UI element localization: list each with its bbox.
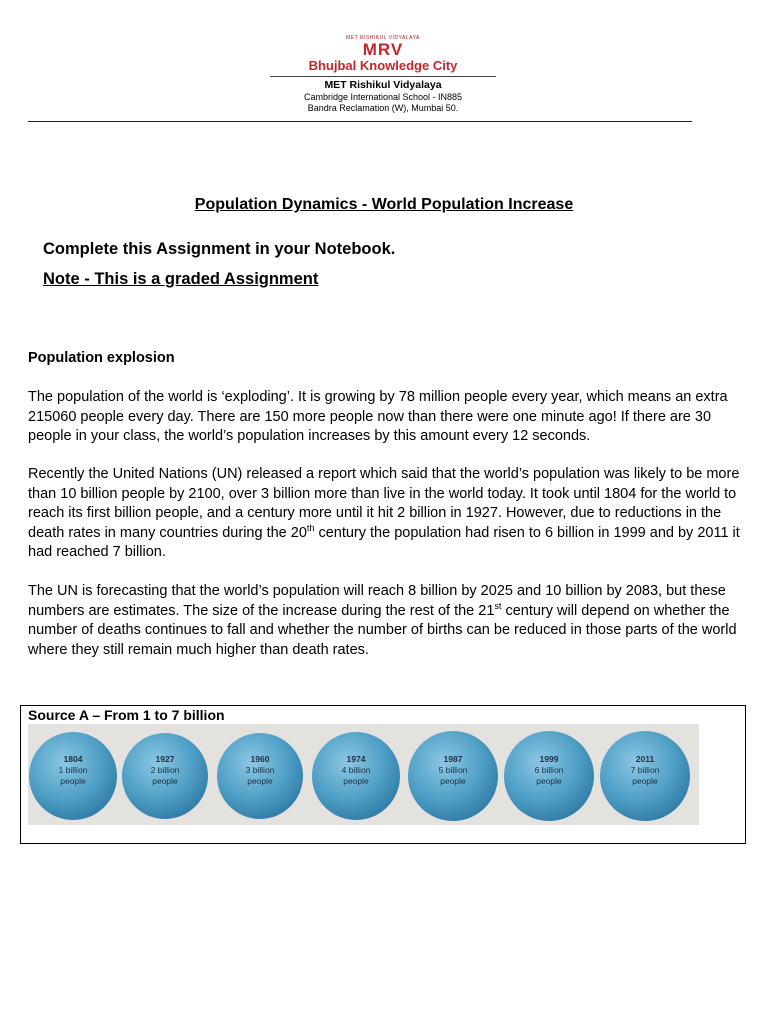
globe-population-label: 6 billion <box>534 765 564 775</box>
globe-population-label: people <box>60 776 86 786</box>
page-title: Population Dynamics - World Population Increase <box>194 196 574 213</box>
paragraph-2-superscript: th <box>306 522 315 533</box>
paragraph-1: The population of the world is ‘exploding’. It is growing by 78 million people every year, which means an extra 215060 people every day. There are 150 more people now than there were one minute ago! If there are 30 people in your class, the world’s population increases by this amount every 12 seconds. <box>28 389 728 444</box>
logo-mrv: MRV <box>362 40 404 59</box>
globe-population-label: people <box>247 776 273 786</box>
paragraph-3-superscript: st <box>494 600 502 611</box>
source-a-title: Source A – From 1 to 7 billion <box>28 707 225 723</box>
globe-population-label: people <box>343 776 369 786</box>
paragraph-3 <box>28 582 748 660</box>
section-heading: Population explosion <box>28 350 175 366</box>
header-divider <box>28 121 692 122</box>
globe-population-label: 2 billion <box>150 765 180 775</box>
paragraph-2-text-a: Recently the United Nations (UN) released a report which said that the world’s population was likely to be more than 10 billion people by 2100, over 3 billion more than live in the world today. It took until 1804 for the world to reach its first billion people, and a century more until it hit 2 billion in 1927. However, due to reductions in the death rates in many countries during the 20 <box>28 466 740 541</box>
globe-1960 <box>217 733 303 819</box>
school-address: Bandra Reclamation (W), Mumbai 50. <box>307 103 459 113</box>
source-a-box <box>20 705 746 844</box>
globe-year-label: 2011 <box>635 754 655 764</box>
globe-illustration <box>28 724 699 825</box>
globe-population-label: 1 billion <box>58 765 88 775</box>
school-affiliation: Cambridge International School - IN885 <box>303 92 463 102</box>
globe-population-label: people <box>632 776 658 786</box>
globe-population-label: 7 billion <box>630 765 660 775</box>
globe-2011 <box>600 731 690 821</box>
globe-1927 <box>122 733 208 819</box>
logo-divider <box>270 76 496 77</box>
globe-population-label: 4 billion <box>341 765 371 775</box>
globe-population-label: people <box>152 776 178 786</box>
globe-year-label: 1960 <box>250 754 270 764</box>
globe-1999 <box>504 731 594 821</box>
globe-population-label: 5 billion <box>438 765 468 775</box>
logo-tagline: MET RISHIKUL VIDYALAYA <box>346 35 420 41</box>
logo-campus: Bhujbal Knowledge City <box>308 58 458 73</box>
globe-strip <box>28 724 699 825</box>
paragraph-2-text-b: century the population had risen to 6 billion in 1999 and by 2011 it had reached 7 billion. <box>28 524 740 560</box>
globe-year-label: 1987 <box>443 754 463 764</box>
paragraph-3-text-a: The UN is forecasting that the world’s population will reach 8 billion by 2025 and 10 billion by 2083, but these numbers are estimates. The size of the increase during the rest of the 21 <box>28 583 726 619</box>
globe-1987 <box>408 731 498 821</box>
globe-year-label: 1927 <box>155 754 175 764</box>
globe-year-label: 1999 <box>539 754 559 764</box>
school-logo <box>270 36 496 74</box>
globe-population-label: people <box>536 776 562 786</box>
assignment-instruction: Complete this Assignment in your Notebook. <box>43 240 396 258</box>
globe-population-label: 3 billion <box>245 765 275 775</box>
globe-1804 <box>29 732 117 820</box>
globe-year-label: 1974 <box>346 754 366 764</box>
school-name: MET Rishikul Vidyalaya <box>324 79 442 91</box>
paragraph-3-text-b: century will depend on whether the number of deaths continues to fall and whether the number of births can be reduced in those parts of the world where they still remain much higher than death rates. <box>28 602 737 658</box>
paragraph-2 <box>28 465 748 563</box>
globe-year-label: 1804 <box>63 754 83 764</box>
graded-note: Note - This is a graded Assignment <box>43 270 319 288</box>
globe-1974 <box>312 732 400 820</box>
globe-population-label: people <box>440 776 466 786</box>
